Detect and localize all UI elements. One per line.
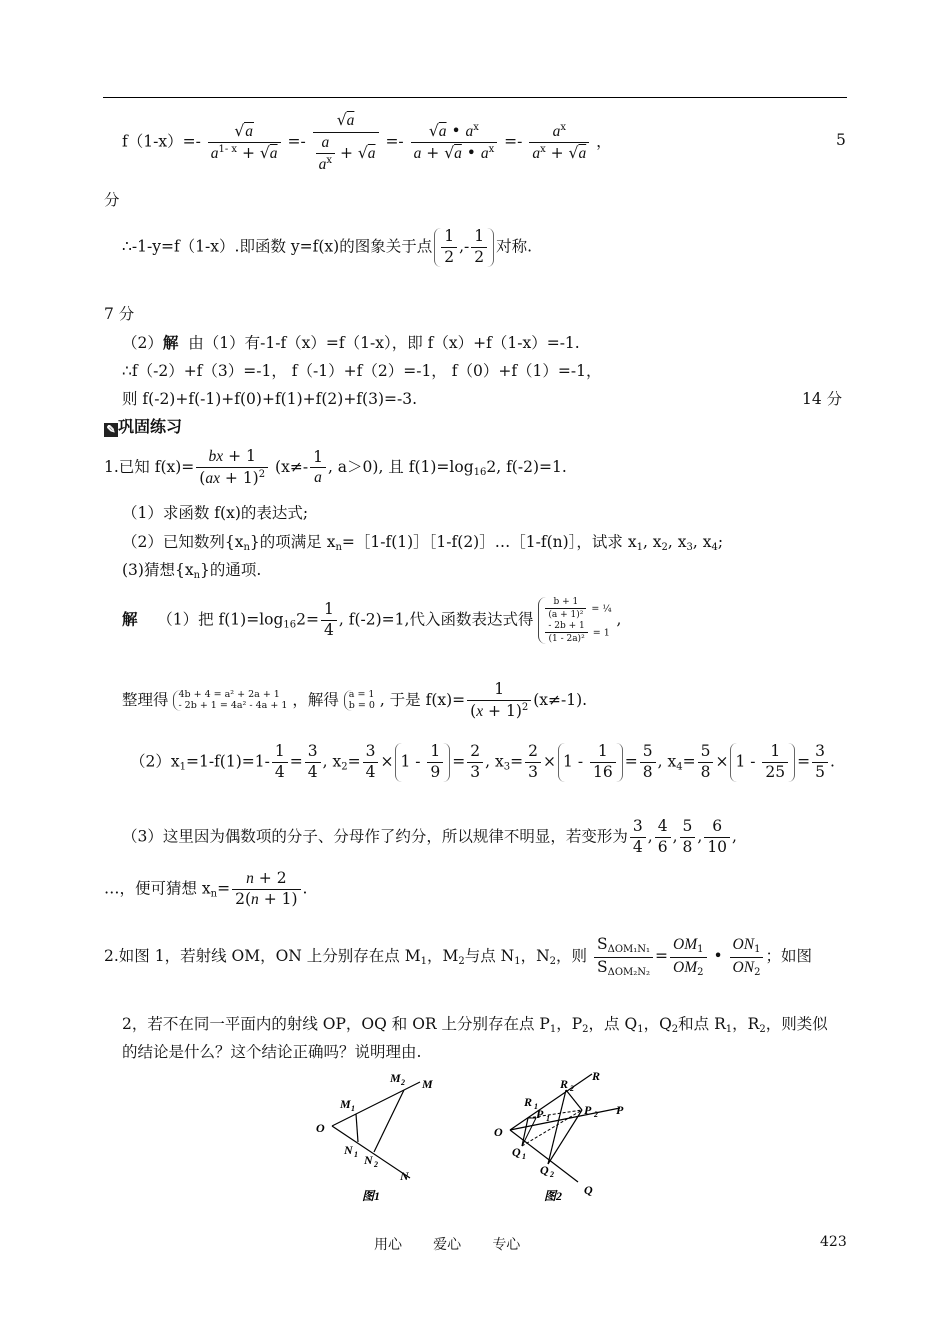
svg-text:N: N: [344, 1143, 353, 1157]
formula-lhs: f（1-x）=-: [122, 132, 201, 151]
question-2-line-2: 2，若不在同一平面内的射线 OP，OQ 和 OR 上分别存在点 $P_1$，$P_2$，点 $Q_1$，$Q_2$和点 $R_1$，$R_2$，则类似: [122, 1015, 828, 1035]
svg-text:1: 1: [534, 1102, 538, 1111]
solution-1-step-4: （3）这里因为偶数项的分子、分母作了约分，所以规律不明显，若变形为 $\frac{3}{4}$ , $\frac{4}{6}$ , $\frac{5}{8}$ , $\frac{6}{10}$ ,: [122, 817, 737, 856]
solve-label: 解: [162, 333, 179, 352]
svg-text:M: M: [390, 1071, 401, 1085]
part2-line: （2）解 由（1）有-1-f（x）=f（1-x），即 f（x）+f（1-x）=-1.: [122, 333, 580, 352]
formula-line-1: [122, 112, 612, 173]
svg-text:P: P: [616, 1103, 624, 1117]
svg-text:P: P: [536, 1107, 544, 1121]
equals: =-: [287, 132, 306, 151]
header-rule: [103, 97, 847, 98]
svg-text:1: 1: [351, 1104, 355, 1113]
svg-text:图1: 图1: [362, 1189, 381, 1203]
score-5: 5: [836, 131, 846, 149]
solve-label: 解: [122, 609, 138, 629]
question-1-part-3: (3)猜想$\{x_n\}$的通项.: [122, 561, 262, 581]
part2-line-2: ∴f（-2）+f（3）=-1， f（-1）+f（2）=-1， f（0）+f（1）=-1，: [122, 362, 602, 380]
page-number: 423: [820, 1234, 847, 1250]
fraction-1: $\frac{√a}{a^{1- x} + √a}$: [208, 123, 281, 163]
fraction-3: $\frac{√a • a^x}{a + √a • a^x}$: [411, 122, 498, 163]
svg-text:O: O: [494, 1125, 503, 1139]
score-7: 7 分: [104, 305, 135, 323]
svg-text:M: M: [340, 1097, 351, 1111]
question-2: 2.如图 1，若射线 OM，ON 上分别存在点 $M_1$，$M_2$与点 $N_1$，$N_2$，则 $\frac{S_{\Delta OM_1N_1}}{S_{\Delta OM_2N_2}}$ = $\frac{OM_1}{OM_2}$ • $\frac{ON_1}{ON_2}$ ；如图: [104, 935, 812, 978]
footer-motto: 用心 爱心 专心: [374, 1237, 521, 1253]
comma: ，: [596, 132, 612, 151]
solution-1-step-1: 解 （1）把 $f(1)=\log_{16}2=$ $\frac{1}{4}$ , f(-2)=1,代入函数表达式得 $\frac{b + 1}{\text{(a + 1)²}}$ = ¼ $\frac{- 2b + 1}{\text{(1 - 2a)²}}$ = 1 ,: [122, 597, 622, 645]
solution-1-step-2: 整理得 4b + 4 = a² + 2a + 1 - 2b + 1 = 4a² - 4a + 1 ，解得 a = 1 b = 0 , 于是 f(x)= $\frac{1}{(x + 1)^2}$ (x≠-1).: [122, 680, 588, 720]
svg-text:2: 2: [570, 1084, 574, 1093]
question-1-part-1: （1）求函数 f(x)的表达式;: [122, 504, 309, 522]
svg-text:Q: Q: [540, 1163, 549, 1177]
svg-text:Q: Q: [584, 1183, 593, 1197]
question-2-line-3: 的结论是什么？这个结论正确吗？说明理由.: [122, 1043, 422, 1061]
svg-text:2: 2: [550, 1170, 554, 1179]
svg-text:1: 1: [522, 1152, 526, 1161]
fraction-4: $\frac{a^x}{a^x + √a}$: [529, 122, 589, 163]
figure-2: [488, 1068, 638, 1212]
equation-system-3: a = 1 b = 0: [344, 690, 375, 711]
svg-text:M: M: [422, 1077, 433, 1091]
svg-text:2: 2: [594, 1110, 598, 1119]
equation-system-1: $\frac{b + 1}{\text{(a + 1)²}}$ = ¼ $\frac{- 2b + 1}{\text{(1 - 2a)²}}$ = 1: [538, 597, 611, 644]
equation-system-2: 4b + 4 = a² + 2a + 1 - 2b + 1 = 4a² - 4a + 1: [173, 690, 287, 711]
svg-text:O: O: [316, 1121, 325, 1135]
svg-text:1: 1: [354, 1150, 358, 1159]
score-unit: 分: [104, 191, 120, 209]
symmetry-text: ∴-1-y=f（1-x）.即函数 y=f(x)的图象关于点: [122, 237, 433, 256]
score-14: 14 分: [802, 390, 843, 408]
svg-text:R: R: [592, 1069, 601, 1083]
symmetry-end: 对称.: [496, 237, 533, 256]
svg-text:R: R: [524, 1095, 533, 1109]
fraction-2: √a $\frac{a}{a^x}$ + √a: [313, 112, 379, 173]
svg-text:Q: Q: [512, 1145, 521, 1159]
svg-text:P: P: [584, 1103, 592, 1117]
symmetry-line: [122, 228, 532, 267]
svg-text:1: 1: [546, 1114, 550, 1123]
svg-text:N: N: [400, 1169, 409, 1183]
solution-1-step-5: …，便可猜想 $x_n=$ $\frac{n + 2}{2(n + 1)}$ .: [104, 869, 308, 908]
section-title: 巩固练习: [118, 417, 183, 436]
svg-text:图2: 图2: [544, 1189, 563, 1203]
question-1: 1.已知 f(x)= $\frac{bx + 1}{(ax + 1)^2}$ (x≠- $\frac{1}{a}$ , a＞0), 且 $f(1)=\log_{16}2$, f(-2)=1.: [104, 447, 567, 487]
svg-text:2: 2: [401, 1078, 405, 1087]
part2-line-3: 则 f(-2)+f(-1)+f(0)+f(1)+f(2)+f(3)=-3.: [122, 390, 418, 408]
svg-text:N: N: [364, 1153, 373, 1167]
section-heading: [104, 414, 182, 437]
equals: =-: [504, 132, 523, 151]
point-parenthesis: $\frac{1}{2}$ ,- $\frac{1}{2}$: [434, 228, 494, 267]
equals: =-: [385, 132, 404, 151]
svg-text:R: R: [560, 1077, 569, 1091]
solution-1-step-3: $(2)x_1=1-f(1)=1-$ $\frac{1}{4}$ = $\frac{3}{4}$ , $x_2=$ $\frac{3}{4}$ × 1 - $\frac{1}{9}$ = $\frac{2}{3}$ , $x_3=$ $\frac{2}{3}$ × 1 - $\frac{1}{16}$ = $\frac{5}{8}$ , $x_4=$ $\frac{5}{8}$ × 1 - $\frac{1}{25}$ = $\frac{3}{5}$ .: [130, 742, 835, 781]
question-1-part-2: （2）已知数列$\{x_n\}$的项满足 $x_n=[1-f(1)][1-f(2)]\dots[1-f(n)]$，试求 $x_1$, $x_2$, $x_3$, $x_4$;: [122, 533, 724, 553]
svg-text:2: 2: [374, 1160, 378, 1169]
figure-1: [310, 1068, 440, 1212]
pencil-icon: ✎: [104, 423, 118, 437]
